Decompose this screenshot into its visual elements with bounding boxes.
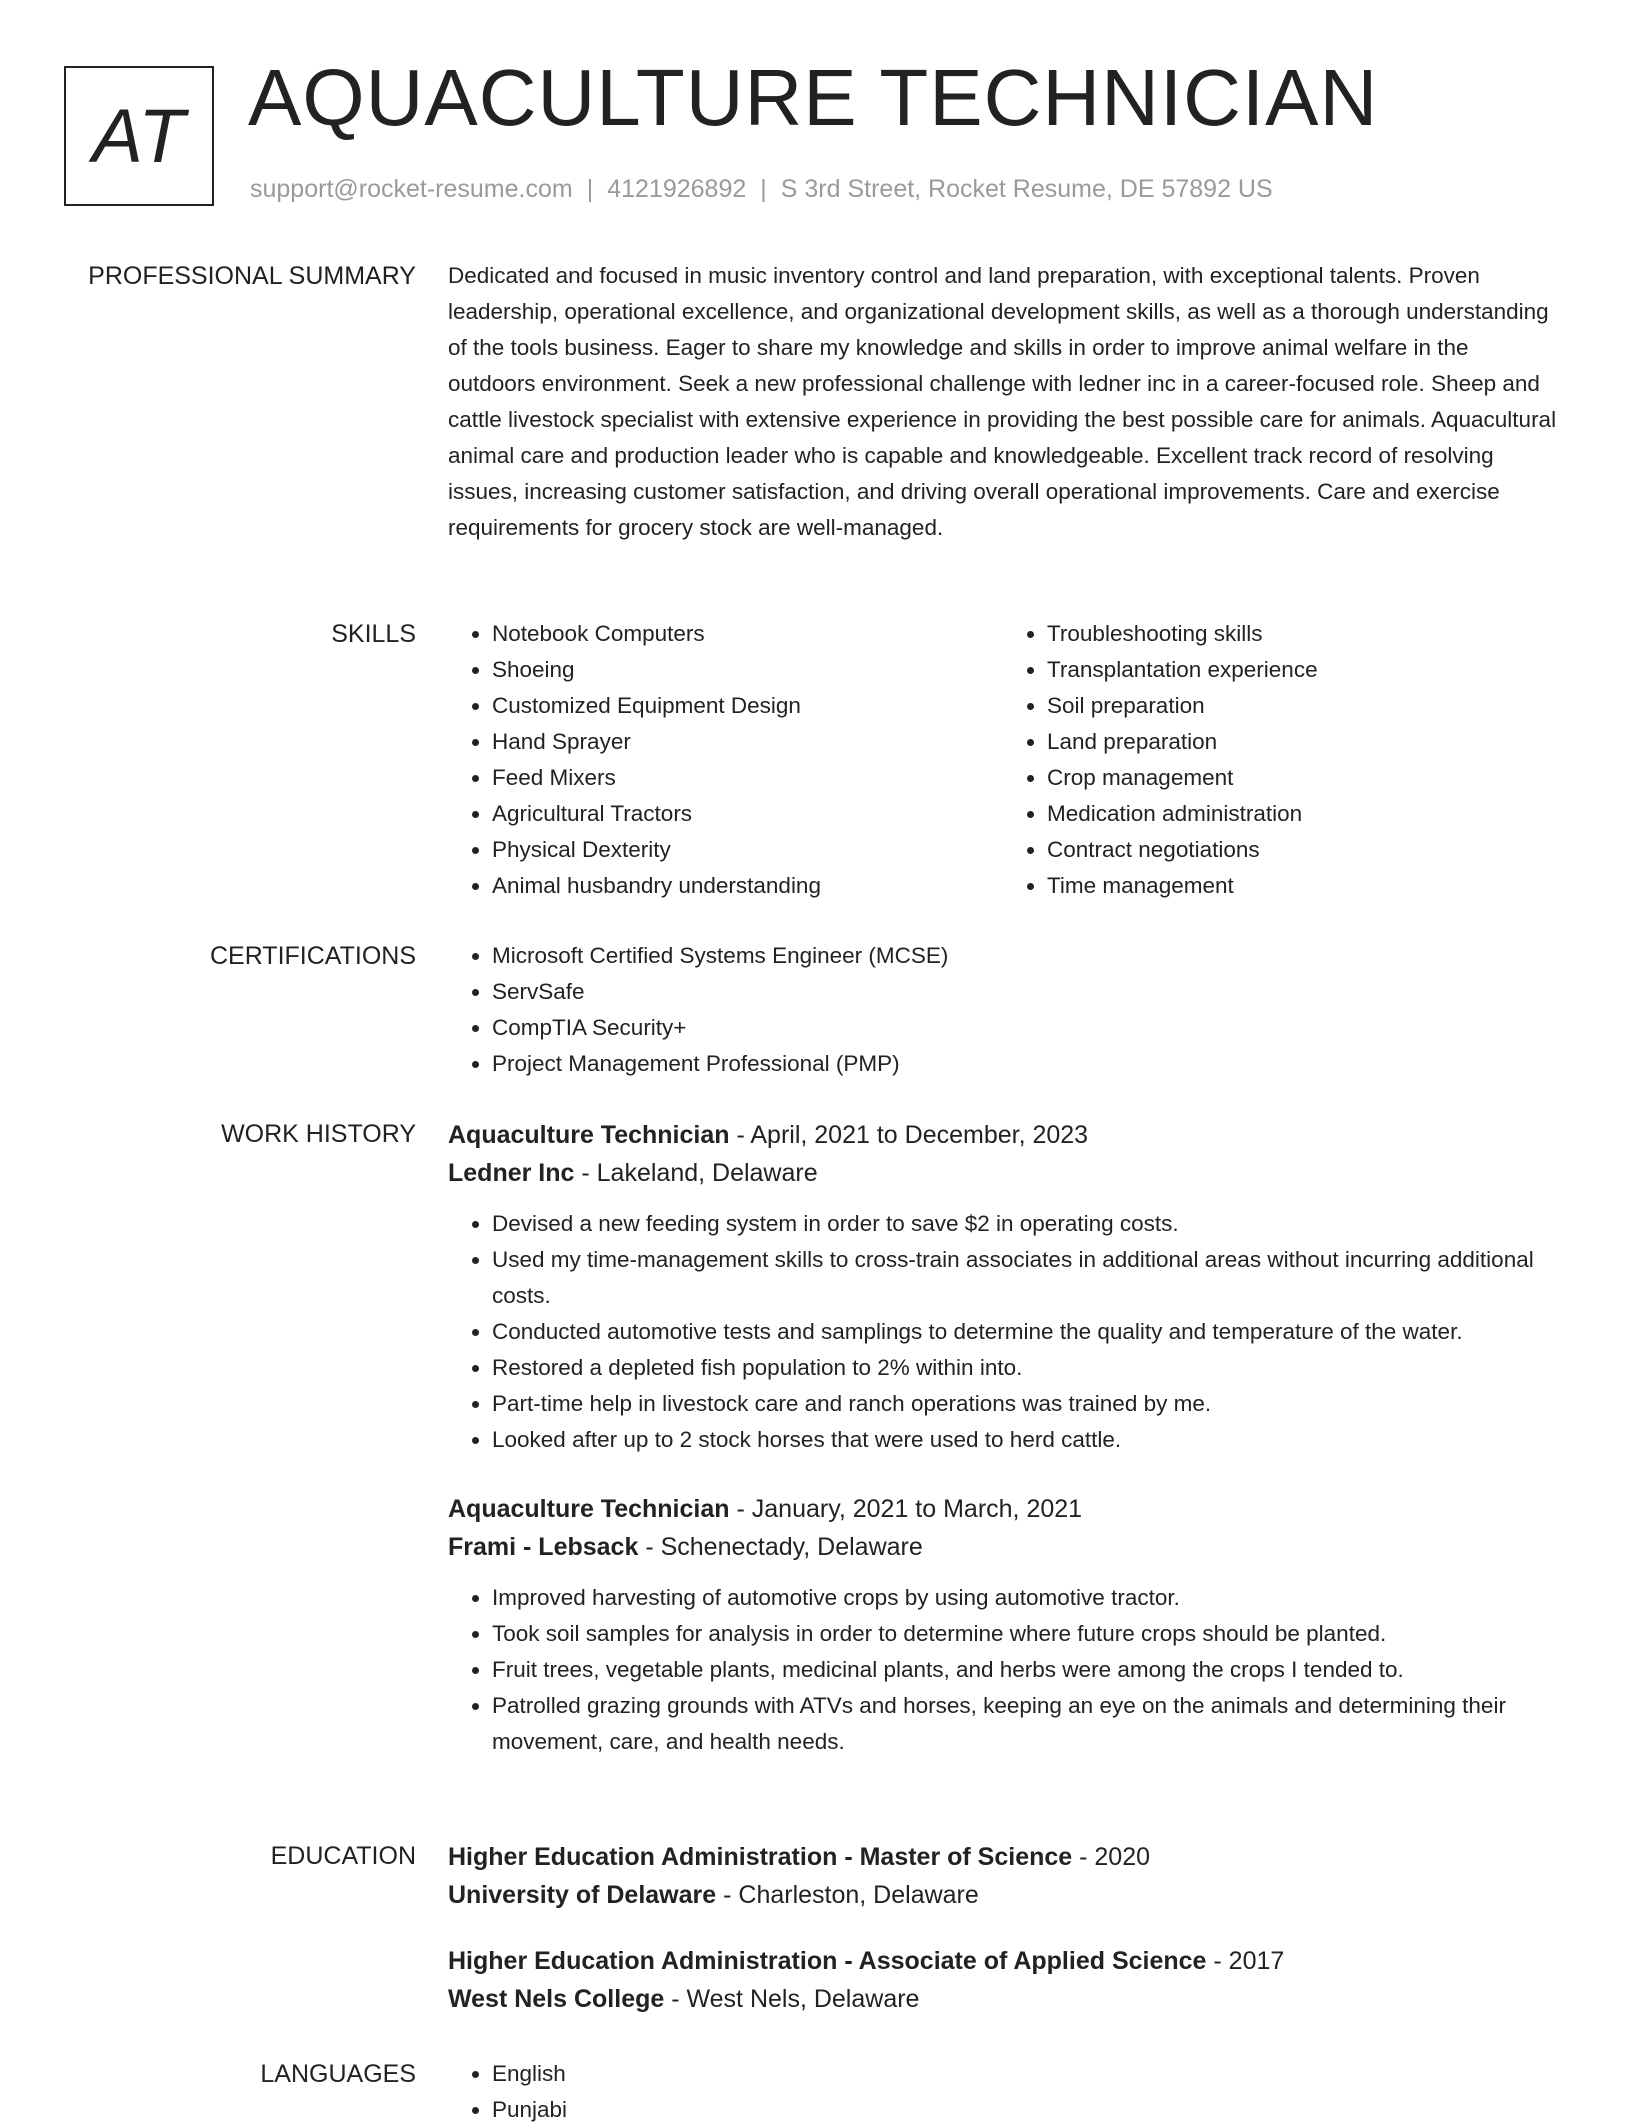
list-item: • English	[492, 2056, 1558, 2092]
job-bullets	[448, 1206, 1558, 1458]
list-item: • Crop management	[1047, 760, 1558, 796]
list-item: • Physical Dexterity	[492, 832, 1003, 868]
list-item: • ServSafe	[492, 974, 1558, 1010]
contact-phone[interactable]: 4121926892	[607, 175, 747, 203]
job-entry	[448, 1116, 1558, 1458]
education-year: - 2017	[1213, 1947, 1285, 1975]
job-location: - Schenectady, Delaware	[645, 1533, 923, 1561]
job-title: Aquaculture Technician	[448, 1121, 730, 1149]
list-item: • Transplantation experience	[1047, 652, 1558, 688]
list-item: • Took soil samples for analysis in order to determine where future crops should be planted.	[492, 1616, 1558, 1652]
job-entry	[448, 1490, 1558, 1760]
list-item: • Restored a depleted fish population to 2% within into.	[492, 1350, 1558, 1386]
list-item: • Used my time-management skills to cross-train associates in additional areas without incurring additional costs.	[492, 1242, 1558, 1314]
education-school: West Nels College	[448, 1985, 665, 2013]
list-item: • Animal husbandry understanding	[492, 868, 1003, 904]
education-year: - 2020	[1079, 1843, 1151, 1871]
contact-separator: |	[760, 175, 767, 203]
education-body	[448, 1838, 1558, 2046]
education-degree-line	[448, 1942, 1558, 1980]
work-history-body	[448, 1116, 1558, 1792]
summary-text: Dedicated and focused in music inventory control and land preparation, with exceptional talents. Proven leadership, operational excellence, and organizational development skills, as well as a thorough understanding of the tools business. Eager to share my knowledge and skills in order to improve animal welfare in the outdoors environment. Seek a new professional challenge with ledner inc in a career-focused role. Sheep and cattle livestock specialist with extensive experience in providing the best possible care for animals. Aquacultural animal care and production leader who is capable and knowledgeable. Excellent track record of resolving issues, increasing customer satisfaction, and driving overall operational improvements. Care and exercise requirements for grocery stock are well-managed.	[448, 263, 1557, 540]
list-item: • Land preparation	[1047, 724, 1558, 760]
monogram-initials: AT	[92, 93, 186, 179]
contact-address: S 3rd Street, Rocket Resume, DE 57892 US	[780, 175, 1273, 203]
education-degree: Higher Education Administration - Associate of Applied Science	[448, 1947, 1207, 1975]
list-item: • Troubleshooting skills	[1047, 616, 1558, 652]
work-history-heading: WORK HISTORY	[221, 1120, 416, 1148]
list-item: • Notebook Computers	[492, 616, 1003, 652]
skills-list-left	[448, 616, 1003, 904]
languages-heading: LANGUAGES	[260, 2060, 416, 2088]
certifications-body	[448, 938, 1558, 1082]
list-item: • CompTIA Security+	[492, 1010, 1558, 1046]
list-item: • Devised a new feeding system in order to save $2 in operating costs.	[492, 1206, 1558, 1242]
list-item: • Hand Sprayer	[492, 724, 1003, 760]
job-company: Ledner Inc	[448, 1159, 575, 1187]
education-entry	[448, 1942, 1558, 2018]
education-entry	[448, 1838, 1558, 1914]
list-item: • Medication administration	[1047, 796, 1558, 832]
list-item: • Fruit trees, vegetable plants, medicinal plants, and herbs were among the crops I tended to.	[492, 1652, 1558, 1688]
certifications-heading: CERTIFICATIONS	[209, 942, 416, 970]
list-item: • Time management	[1047, 868, 1558, 904]
list-item: • Customized Equipment Design	[492, 688, 1003, 724]
job-title-line	[448, 1490, 1558, 1528]
contact-line	[250, 175, 1273, 204]
job-dates: - January, 2021 to March, 2021	[736, 1495, 1083, 1523]
list-item: • Patrolled grazing grounds with ATVs and horses, keeping an eye on the animals and determining their movement, care, and health needs.	[492, 1688, 1558, 1760]
job-company: Frami - Lebsack	[448, 1533, 639, 1561]
summary-body	[448, 258, 1558, 546]
job-bullets	[448, 1580, 1558, 1760]
contact-separator: |	[586, 175, 594, 203]
job-title: Aquaculture Technician	[448, 1495, 730, 1523]
certifications-list	[448, 938, 1558, 1082]
job-company-line	[448, 1154, 1558, 1192]
list-item: • Part-time help in livestock care and ranch operations was trained by me.	[492, 1386, 1558, 1422]
job-title-line	[448, 1116, 1558, 1154]
job-dates: - April, 2021 to December, 2023	[736, 1121, 1089, 1149]
education-school-line	[448, 1876, 1558, 1914]
skills-list-right	[1003, 616, 1558, 904]
list-item: • Conducted automotive tests and samplings to determine the quality and temperature of the water.	[492, 1314, 1558, 1350]
education-degree: Higher Education Administration - Master of Science	[448, 1843, 1073, 1871]
summary-heading: PROFESSIONAL SUMMARY	[88, 262, 416, 290]
monogram-box	[64, 66, 214, 206]
list-item: • Punjabi	[492, 2092, 1558, 2128]
education-school-line	[448, 1980, 1558, 2018]
education-location: - Charleston, Delaware	[723, 1881, 979, 1909]
contact-email[interactable]: support@rocket-resume.com	[250, 175, 573, 203]
languages-list	[448, 2056, 1558, 2128]
list-item: • Improved harvesting of automotive crops by using automotive tractor.	[492, 1580, 1558, 1616]
skills-body	[448, 616, 1558, 904]
languages-body	[448, 2056, 1558, 2128]
list-item: • Project Management Professional (PMP)	[492, 1046, 1558, 1082]
resume-title: AQUACULTURE TECHNICIAN	[248, 53, 1379, 142]
job-company-line	[448, 1528, 1558, 1566]
skills-heading: SKILLS	[331, 620, 416, 648]
list-item: • Looked after up to 2 stock horses that were used to herd cattle.	[492, 1422, 1558, 1458]
education-location: - West Nels, Delaware	[671, 1985, 920, 2013]
education-school: University of Delaware	[448, 1881, 717, 1909]
education-degree-line	[448, 1838, 1558, 1876]
education-heading: EDUCATION	[270, 1842, 416, 1870]
list-item: • Feed Mixers	[492, 760, 1003, 796]
list-item: • Contract negotiations	[1047, 832, 1558, 868]
list-item: • Agricultural Tractors	[492, 796, 1003, 832]
list-item: • Shoeing	[492, 652, 1003, 688]
job-location: - Lakeland, Delaware	[581, 1159, 818, 1187]
list-item: • Microsoft Certified Systems Engineer (MCSE)	[492, 938, 1558, 974]
list-item: • Soil preparation	[1047, 688, 1558, 724]
